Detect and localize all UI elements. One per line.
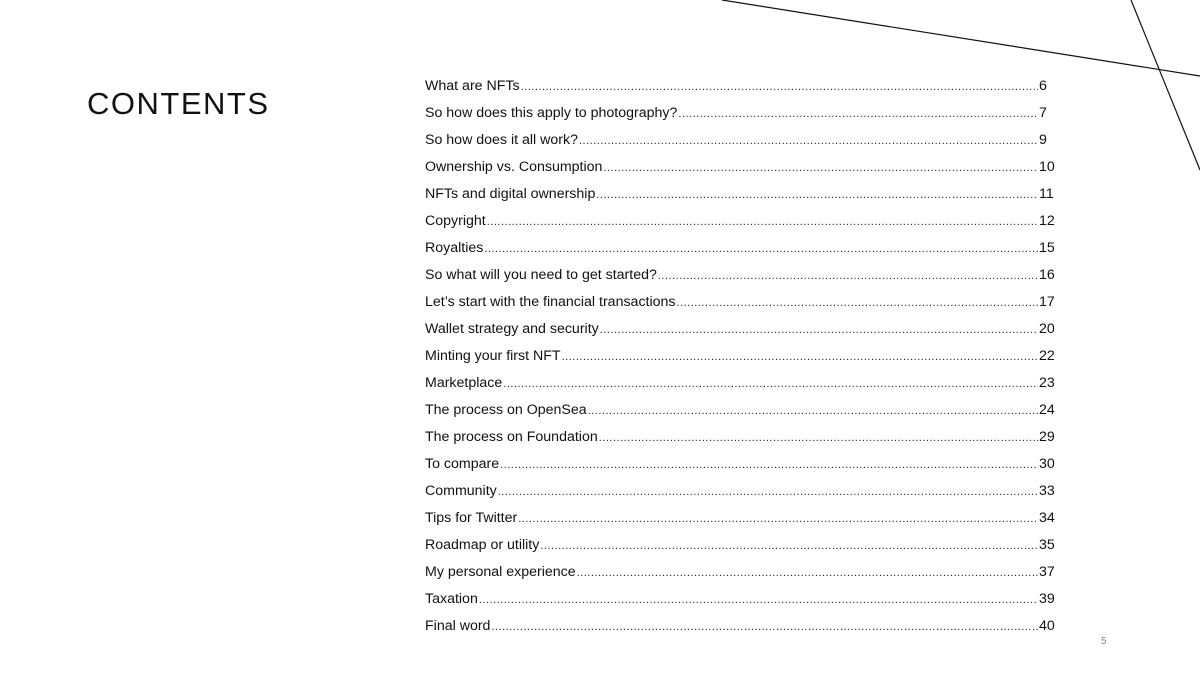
toc-entry-page: 33 xyxy=(1039,483,1055,499)
toc-leader xyxy=(677,290,1038,317)
toc-entry[interactable] xyxy=(425,370,1055,397)
toc-entry-page: 12 xyxy=(1039,213,1055,229)
toc-leader xyxy=(600,317,1038,344)
toc-entry-label: The process on OpenSea xyxy=(425,402,587,418)
toc-entry[interactable] xyxy=(425,532,1055,559)
toc-entry-page: 15 xyxy=(1039,240,1055,256)
toc-leader xyxy=(491,614,1038,641)
toc-entry[interactable] xyxy=(425,559,1055,586)
toc-entry-page: 9 xyxy=(1039,132,1047,148)
toc-entry-label: Tips for Twitter xyxy=(425,510,518,526)
toc-entry-page: 7 xyxy=(1039,105,1047,121)
toc-entry-page: 11 xyxy=(1039,186,1054,202)
toc-entry-label: Final word xyxy=(425,618,491,634)
toc-leader xyxy=(521,74,1038,101)
toc-entry[interactable] xyxy=(425,424,1055,451)
toc-entry-label: Copyright xyxy=(425,213,486,229)
toc-entry[interactable] xyxy=(425,100,1055,127)
toc-entry-label: So what will you need to get started? xyxy=(425,267,657,283)
toc-entry[interactable] xyxy=(425,343,1055,370)
toc-entry-page: 35 xyxy=(1039,537,1055,553)
toc-entry-label: Roadmap or utility xyxy=(425,537,540,553)
toc-entry-label: Marketplace xyxy=(425,375,503,391)
toc-entry-label: So how does it all work? xyxy=(425,132,578,148)
toc-entry[interactable] xyxy=(425,154,1055,181)
toc-entry-page: 34 xyxy=(1039,510,1055,526)
toc-entry-label: Minting your first NFT xyxy=(425,348,561,364)
toc-leader xyxy=(599,425,1038,452)
toc-leader xyxy=(498,479,1038,506)
toc-entry-label: Ownership vs. Consumption xyxy=(425,159,603,175)
toc-entry[interactable] xyxy=(425,586,1055,613)
toc-entry-label: Wallet strategy and security xyxy=(425,321,599,337)
toc-entry-label: To compare xyxy=(425,456,500,472)
toc-entry-page: 6 xyxy=(1039,78,1047,94)
toc-entry-page: 39 xyxy=(1039,591,1055,607)
toc-leader xyxy=(603,155,1038,182)
toc-leader xyxy=(500,452,1038,479)
toc-entry[interactable] xyxy=(425,181,1055,208)
toc-entry[interactable] xyxy=(425,262,1055,289)
toc-entry-page: 37 xyxy=(1039,564,1055,580)
toc-leader xyxy=(577,560,1038,587)
decorative-line-diagonal xyxy=(722,0,1200,76)
toc-entry-page: 17 xyxy=(1039,294,1055,310)
toc-leader xyxy=(484,236,1038,263)
toc-leader xyxy=(658,263,1038,290)
toc-entry-page: 30 xyxy=(1039,456,1055,472)
toc-entry-label: Taxation xyxy=(425,591,478,607)
toc-entry-page: 24 xyxy=(1039,402,1055,418)
slide-number: 5 xyxy=(1101,636,1107,647)
toc-leader xyxy=(596,182,1038,209)
toc-entry[interactable] xyxy=(425,478,1055,505)
toc-entry-page: 29 xyxy=(1039,429,1055,445)
toc-entry[interactable] xyxy=(425,208,1055,235)
toc-entry[interactable] xyxy=(425,127,1055,154)
toc-entry-page: 20 xyxy=(1039,321,1055,337)
decorative-line-steep xyxy=(1131,0,1200,170)
toc-entry-page: 40 xyxy=(1039,618,1055,634)
toc-entry-page: 23 xyxy=(1039,375,1055,391)
toc-entry[interactable] xyxy=(425,316,1055,343)
toc-entry[interactable] xyxy=(425,289,1055,316)
toc-entry-label: So how does this apply to photography? xyxy=(425,105,678,121)
toc-leader xyxy=(678,101,1038,128)
toc-entry-page: 16 xyxy=(1039,267,1055,283)
toc-leader xyxy=(503,371,1038,398)
toc-leader xyxy=(540,533,1038,560)
toc-leader xyxy=(487,209,1038,236)
toc-entry-label: What are NFTs xyxy=(425,78,520,94)
toc-entry-label: The process on Foundation xyxy=(425,429,598,445)
page-title: CONTENTS xyxy=(87,86,270,121)
toc-entry[interactable] xyxy=(425,397,1055,424)
toc-entry[interactable] xyxy=(425,613,1055,640)
toc-leader xyxy=(562,344,1038,371)
toc-entry[interactable] xyxy=(425,73,1055,100)
toc-leader xyxy=(518,506,1038,533)
toc-leader xyxy=(588,398,1038,425)
table-of-contents xyxy=(425,73,1055,640)
toc-entry-page: 22 xyxy=(1039,348,1055,364)
toc-entry[interactable] xyxy=(425,235,1055,262)
toc-leader xyxy=(479,587,1038,614)
toc-leader xyxy=(579,128,1038,155)
toc-entry-label: Let’s start with the financial transactions xyxy=(425,294,676,310)
toc-entry-label: My personal experience xyxy=(425,564,576,580)
toc-entry-page: 10 xyxy=(1039,159,1055,175)
toc-entry[interactable] xyxy=(425,451,1055,478)
toc-entry-label: Community xyxy=(425,483,497,499)
toc-entry-label: Royalties xyxy=(425,240,484,256)
toc-entry-label: NFTs and digital ownership xyxy=(425,186,596,202)
toc-entry[interactable] xyxy=(425,505,1055,532)
